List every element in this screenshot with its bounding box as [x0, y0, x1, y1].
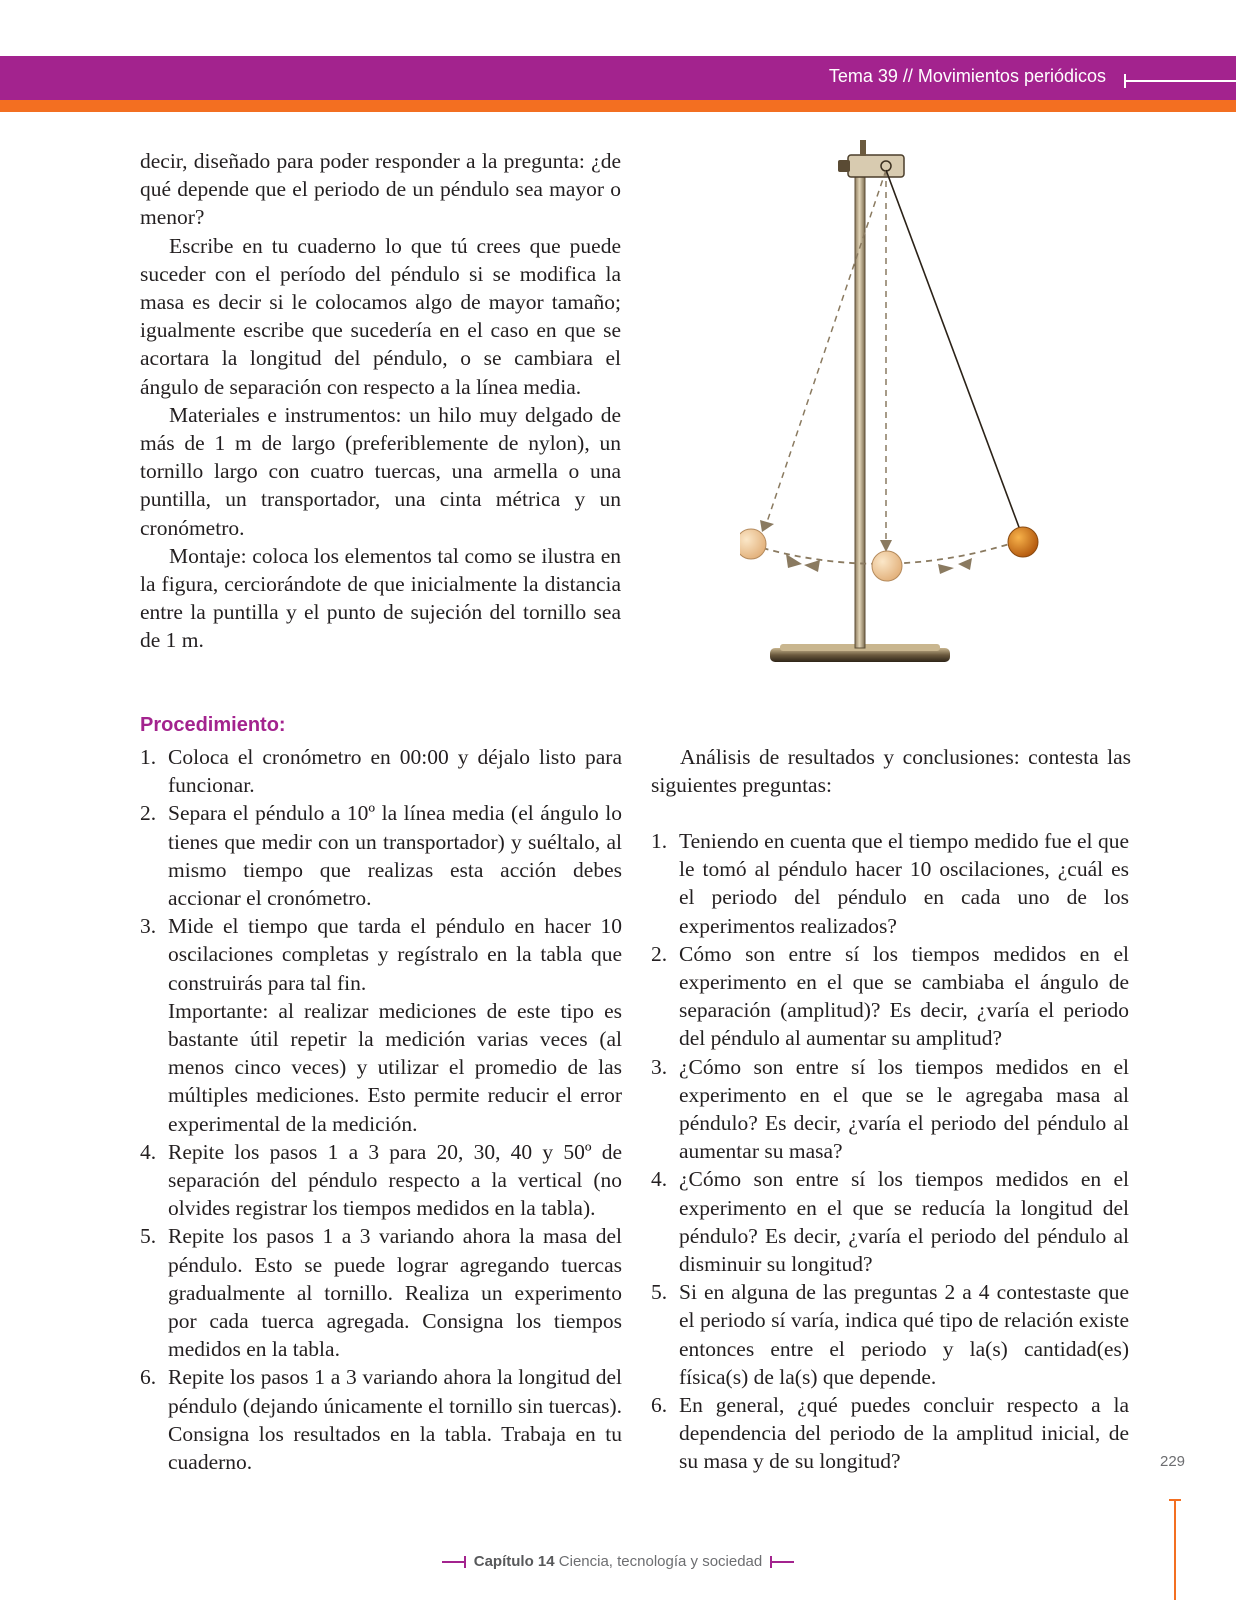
- question-number: 6.: [651, 1393, 668, 1418]
- question-text: ¿Cómo son entre sí los tiempos medidos en el experimento en el que se le agregaba masa al péndulo? Es decir, ¿varía el periodo del péndulo al aumentar su masa?: [679, 1054, 1129, 1164]
- topic-title: Tema 39 // Movimientos periódicos: [828, 66, 1106, 86]
- clamp: [848, 155, 904, 177]
- step-text: Repite los pasos 1 a 3 variando ahora la longitud del péndulo (dejando únicamente el tornillo sin tuercas). Consigna los resultados en la tabla. Trabaja en tu cuaderno.: [168, 1365, 622, 1475]
- question-item: [651, 940, 1129, 1053]
- header-rule-cap: [1124, 74, 1126, 88]
- question-item: [651, 827, 1129, 940]
- footer-rule-right: [770, 1561, 794, 1563]
- question-text: Teniendo en cuenta que el tiempo medido fue el que le tomó al péndulo hacer 10 oscilaciones, ¿cuál es el periodo del péndulo en cada uno de los experimentos realizados?: [679, 829, 1129, 938]
- footer-chapter-title: Ciencia, tecnología y sociedad: [558, 1553, 763, 1570]
- left-swing-path: [767, 170, 886, 522]
- bob-center-position: [872, 551, 902, 581]
- procedure-step: [140, 799, 622, 912]
- procedure-step: [140, 912, 622, 1138]
- step-note: Importante: al realizar mediciones de este tipo es bastante útil repetir la medición varias veces (al menos cinco veces) y utilizar el promedio de las múltiples mediciones. Esto permite reducir el error experimental de la medición.: [168, 998, 622, 1136]
- side-rule-cap: [1169, 1499, 1181, 1501]
- step-number: 5.: [140, 1224, 157, 1249]
- question-number: 4.: [651, 1167, 668, 1192]
- question-number: 3.: [651, 1054, 668, 1079]
- procedure-heading: Procedimiento:: [140, 714, 286, 736]
- step-text: Coloca el cronómetro en 00:00 y déjalo listo para funcionar.: [168, 745, 622, 798]
- question-item: [651, 1391, 1129, 1476]
- analysis-intro: [651, 743, 1131, 799]
- question-number: 1.: [651, 829, 668, 853]
- question-number: 5.: [651, 1280, 668, 1305]
- step-number: 4.: [140, 1139, 157, 1164]
- analysis-questions: [651, 827, 1129, 1476]
- step-text: Mide el tiempo que tarda el péndulo en hacer 10 oscilaciones completas y regístralo en la tabla que construirás para tal fin.: [168, 914, 622, 995]
- page-footer: [0, 1553, 1236, 1570]
- procedure-step: [140, 1363, 622, 1476]
- procedure-step: [140, 1138, 622, 1223]
- question-text: Cómo son entre sí los tiempos medidos en el experimento en el que se cambiaba el ángulo de separación (amplitud)? Es decir, ¿varía el periodo del péndulo al aumentar su amplitud?: [679, 941, 1129, 1051]
- question-item: [651, 1278, 1129, 1391]
- step-number: 3.: [140, 914, 157, 939]
- step-text: Repite los pasos 1 a 3 para 20, 30, 40 y 50º de separación del péndulo respecto a la vertical (no olvides registrar los tiempos medidos en la tabla).: [168, 1139, 622, 1221]
- analysis-intro-text: Análisis de resultados y conclusiones: contesta las siguientes preguntas:: [651, 745, 1131, 798]
- procedure-step: [140, 743, 622, 799]
- question-text: En general, ¿qué puedes concluir respecto a la dependencia del periodo de la amplitud inicial, de su masa y de su longitud?: [679, 1393, 1129, 1474]
- question-item: [651, 1053, 1129, 1166]
- question-text: Si en alguna de las preguntas 2 a 4 contestaste que el periodo sí varía, indica qué tipo de relación existe entonces entre el periodo y la(s) cantidad(es) física(s) de la(s) que depende.: [679, 1280, 1129, 1389]
- page-number: 229: [1160, 1453, 1186, 1470]
- procedure-list: [140, 743, 622, 1476]
- header-rule: [1124, 80, 1236, 82]
- step-number: 2.: [140, 801, 157, 826]
- materials-paragraph: Materiales e instrumentos: un hilo muy delgado de más de 1 m de largo (preferiblemente de nylon), un tornillo largo con cuatro tuercas, una armella o una puntilla, un transportador, una cinta métrica y un cronómetro.: [140, 402, 621, 540]
- question-item: [651, 1165, 1129, 1278]
- question-text: ¿Cómo son entre sí los tiempos medidos en el experimento en el que se reducía la longitud del péndulo? Es decir, ¿varía el periodo del péndulo al disminuir su longitud?: [679, 1167, 1129, 1277]
- pendulum-string: [886, 170, 1023, 538]
- step-text: Repite los pasos 1 a 3 variando ahora la masa del péndulo. Esto se puede lograr agregando tuercas gradualmente al tornillo. Realiza un experimento por cada tuerca agregada. Consigna los tiempos medidos en la tabla.: [168, 1224, 622, 1362]
- pendulum-bob: [1008, 527, 1038, 557]
- side-rule: [1174, 1499, 1176, 1600]
- intro-text: [140, 147, 621, 655]
- setup-paragraph: Montaje: coloca los elementos tal como se ilustra en la figura, cerciorándote de que inicialmente la distancia entre la puntilla y el punto de sujeción del tornillo sea de 1 m.: [140, 543, 621, 653]
- pendulum-figure: [740, 140, 1080, 690]
- header-accent-stripe: [0, 100, 1236, 112]
- bob-left-position: [740, 529, 766, 559]
- intro-paragraph: decir, diseñado para poder responder a la pregunta: ¿de qué depende que el periodo de un péndulo sea mayor o menor?: [140, 149, 621, 230]
- step-number: 1.: [140, 745, 157, 769]
- procedure-step: [140, 1222, 622, 1363]
- step-number: 6.: [140, 1365, 157, 1390]
- step-text: Separa el péndulo a 10º la línea media (el ángulo lo tienes que medir con un transportador) y suéltalo, al mismo tiempo que realizas esta acción debes accionar el cronómetro.: [168, 801, 622, 911]
- intro-paragraph: Escribe en tu cuaderno lo que tú crees que puede suceder con el período del péndulo si se modifica la masa es decir si le colocamos algo de mayor tamaño; igualmente escribe que sucedería en el caso en que se acortara la longitud del péndulo, o se cambiara el ángulo de separación con respecto a la línea media.: [140, 233, 621, 399]
- question-number: 2.: [651, 941, 668, 966]
- footer-rule-left: [442, 1561, 466, 1563]
- pendulum-stand-illustration: [740, 140, 1080, 690]
- footer-chapter: Capítulo 14: [473, 1553, 555, 1570]
